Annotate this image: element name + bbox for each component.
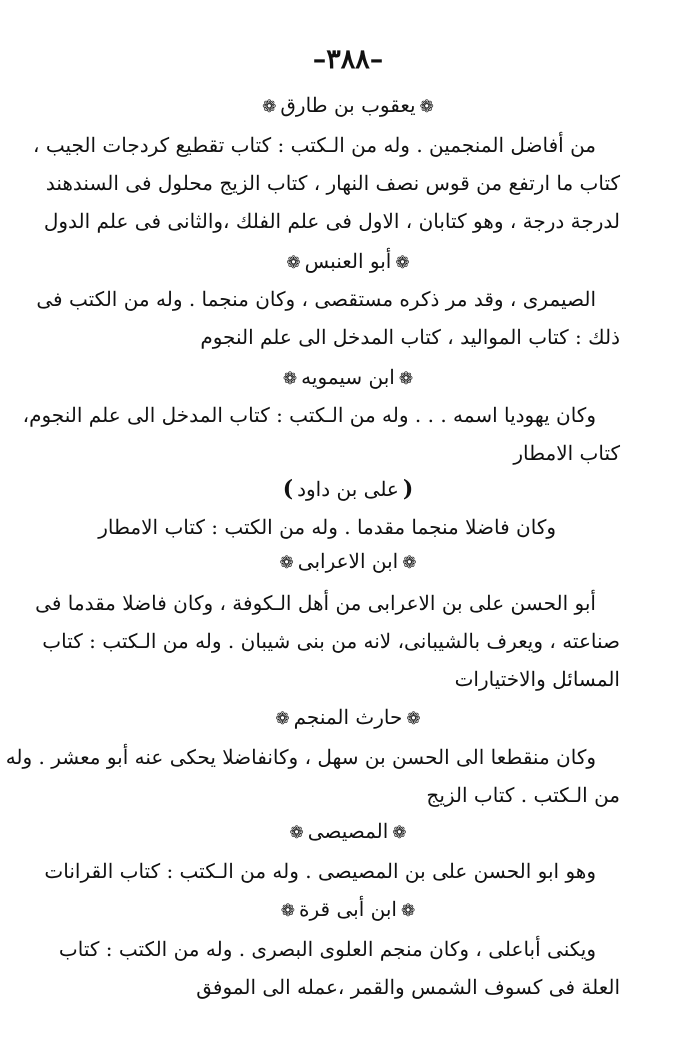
ornament-icon: ❁ [282,369,298,389]
entry-body [5,738,620,814]
body-line: أبو الحسن على بن الاعرابى من أهل الـكوفة ، وكان فاضلا مقدما فى [35,591,596,615]
entry-body [35,584,620,698]
entry-title: ابن الاعرابى [297,549,399,573]
ornament-icon: ❁ [280,901,296,921]
entry-title: ابن سيمويه [301,365,395,389]
entry-heading [76,90,620,122]
ornament-icon: ❁ [419,97,434,117]
entry-title: على بن داود [297,477,399,501]
ornament-icon: ❁ [262,97,277,117]
entry-body [76,508,620,546]
body-line: كتاب ما ارتفع من قوس نصف النهار ، كتاب الزيج محلول فى السندهند [45,171,620,195]
ornament-icon: ❁ [286,253,301,273]
ornament-icon: ❁ [275,709,290,729]
entry-body [22,396,620,472]
ornament-icon: ❁ [395,253,410,273]
ornament-icon: ❁ [279,553,294,573]
entry-heading [76,894,620,926]
body-line: من الـكتب . كتاب الزيج [426,783,620,807]
body-line: ذلك : كتاب المواليد ، كتاب المدخل الى علم النجوم [200,325,620,349]
body-line: وكان منقطعا الى الحسن بن سهل ، وكانفاضلا يحكى عنه أبو معشر . وله [5,745,596,769]
body-line: من أفاضل المنجمين . وله من الـكتب : كتاب تقطيع كردجات الجيب ، [33,133,596,157]
entry-title: يعقوب بن طارق [280,93,416,117]
entry-heading [76,474,620,504]
paren-close-icon: ) [282,476,294,502]
body-line: وكان يهوديا اسمه . . . وله من الـكتب : كتاب المدخل الى علم النجوم، [22,403,596,427]
entry-body [33,126,620,240]
paren-open-icon: ( [402,476,414,502]
ornament-icon: ❁ [398,369,414,389]
body-line: العلة فى كسوف الشمس والقمر ،عمله الى الموفق [196,975,620,999]
entry-title: ابن أبى قرة [299,897,397,921]
ornament-icon: ❁ [406,709,421,729]
body-line: صناعته ، ويعرف بالشيبانى، لانه من بنى شيبان . وله من الـكتب : كتاب [42,629,620,653]
ornament-icon: ❁ [402,553,417,573]
ornament-icon: ❁ [392,823,407,843]
body-line: ويكنى أباعلى ، وكان منجم العلوى البصرى . وله من الكتب : كتاب [58,937,596,961]
entry-heading [76,362,620,394]
body-line: لدرجة درجة ، وهو كتابان ، الاول فى علم الفلك ،والثانى فى علم الدول [43,209,620,233]
body-line: المسائل والاختيارات [454,667,620,691]
entry-title: المصيصى [307,819,389,843]
page-number: –٣٨٨– [312,44,384,75]
body-line: الصيمرى ، وقد مر ذكره مستقصى ، وكان منجما . وله من الكتب فى [36,287,596,311]
entry-body [44,852,620,890]
entry-body [36,280,620,356]
entry-heading [76,702,620,734]
entry-body [58,930,620,1006]
ornament-icon: ❁ [400,901,416,921]
body-line: كتاب الامطار [513,441,620,465]
entry-title: أبو العنبس [304,249,392,273]
entry-heading [76,246,620,278]
body-line: وكان فاضلا منجما مقدما . وله من الكتب : كتاب الامطار [98,515,556,539]
entry-title: حارث المنجم [293,705,403,729]
ornament-icon: ❁ [289,823,304,843]
entry-heading [76,816,620,848]
body-line: وهو ابو الحسن على بن المصيصى . وله من الـكتب : كتاب القرانات [44,859,596,883]
entry-heading [76,546,620,578]
